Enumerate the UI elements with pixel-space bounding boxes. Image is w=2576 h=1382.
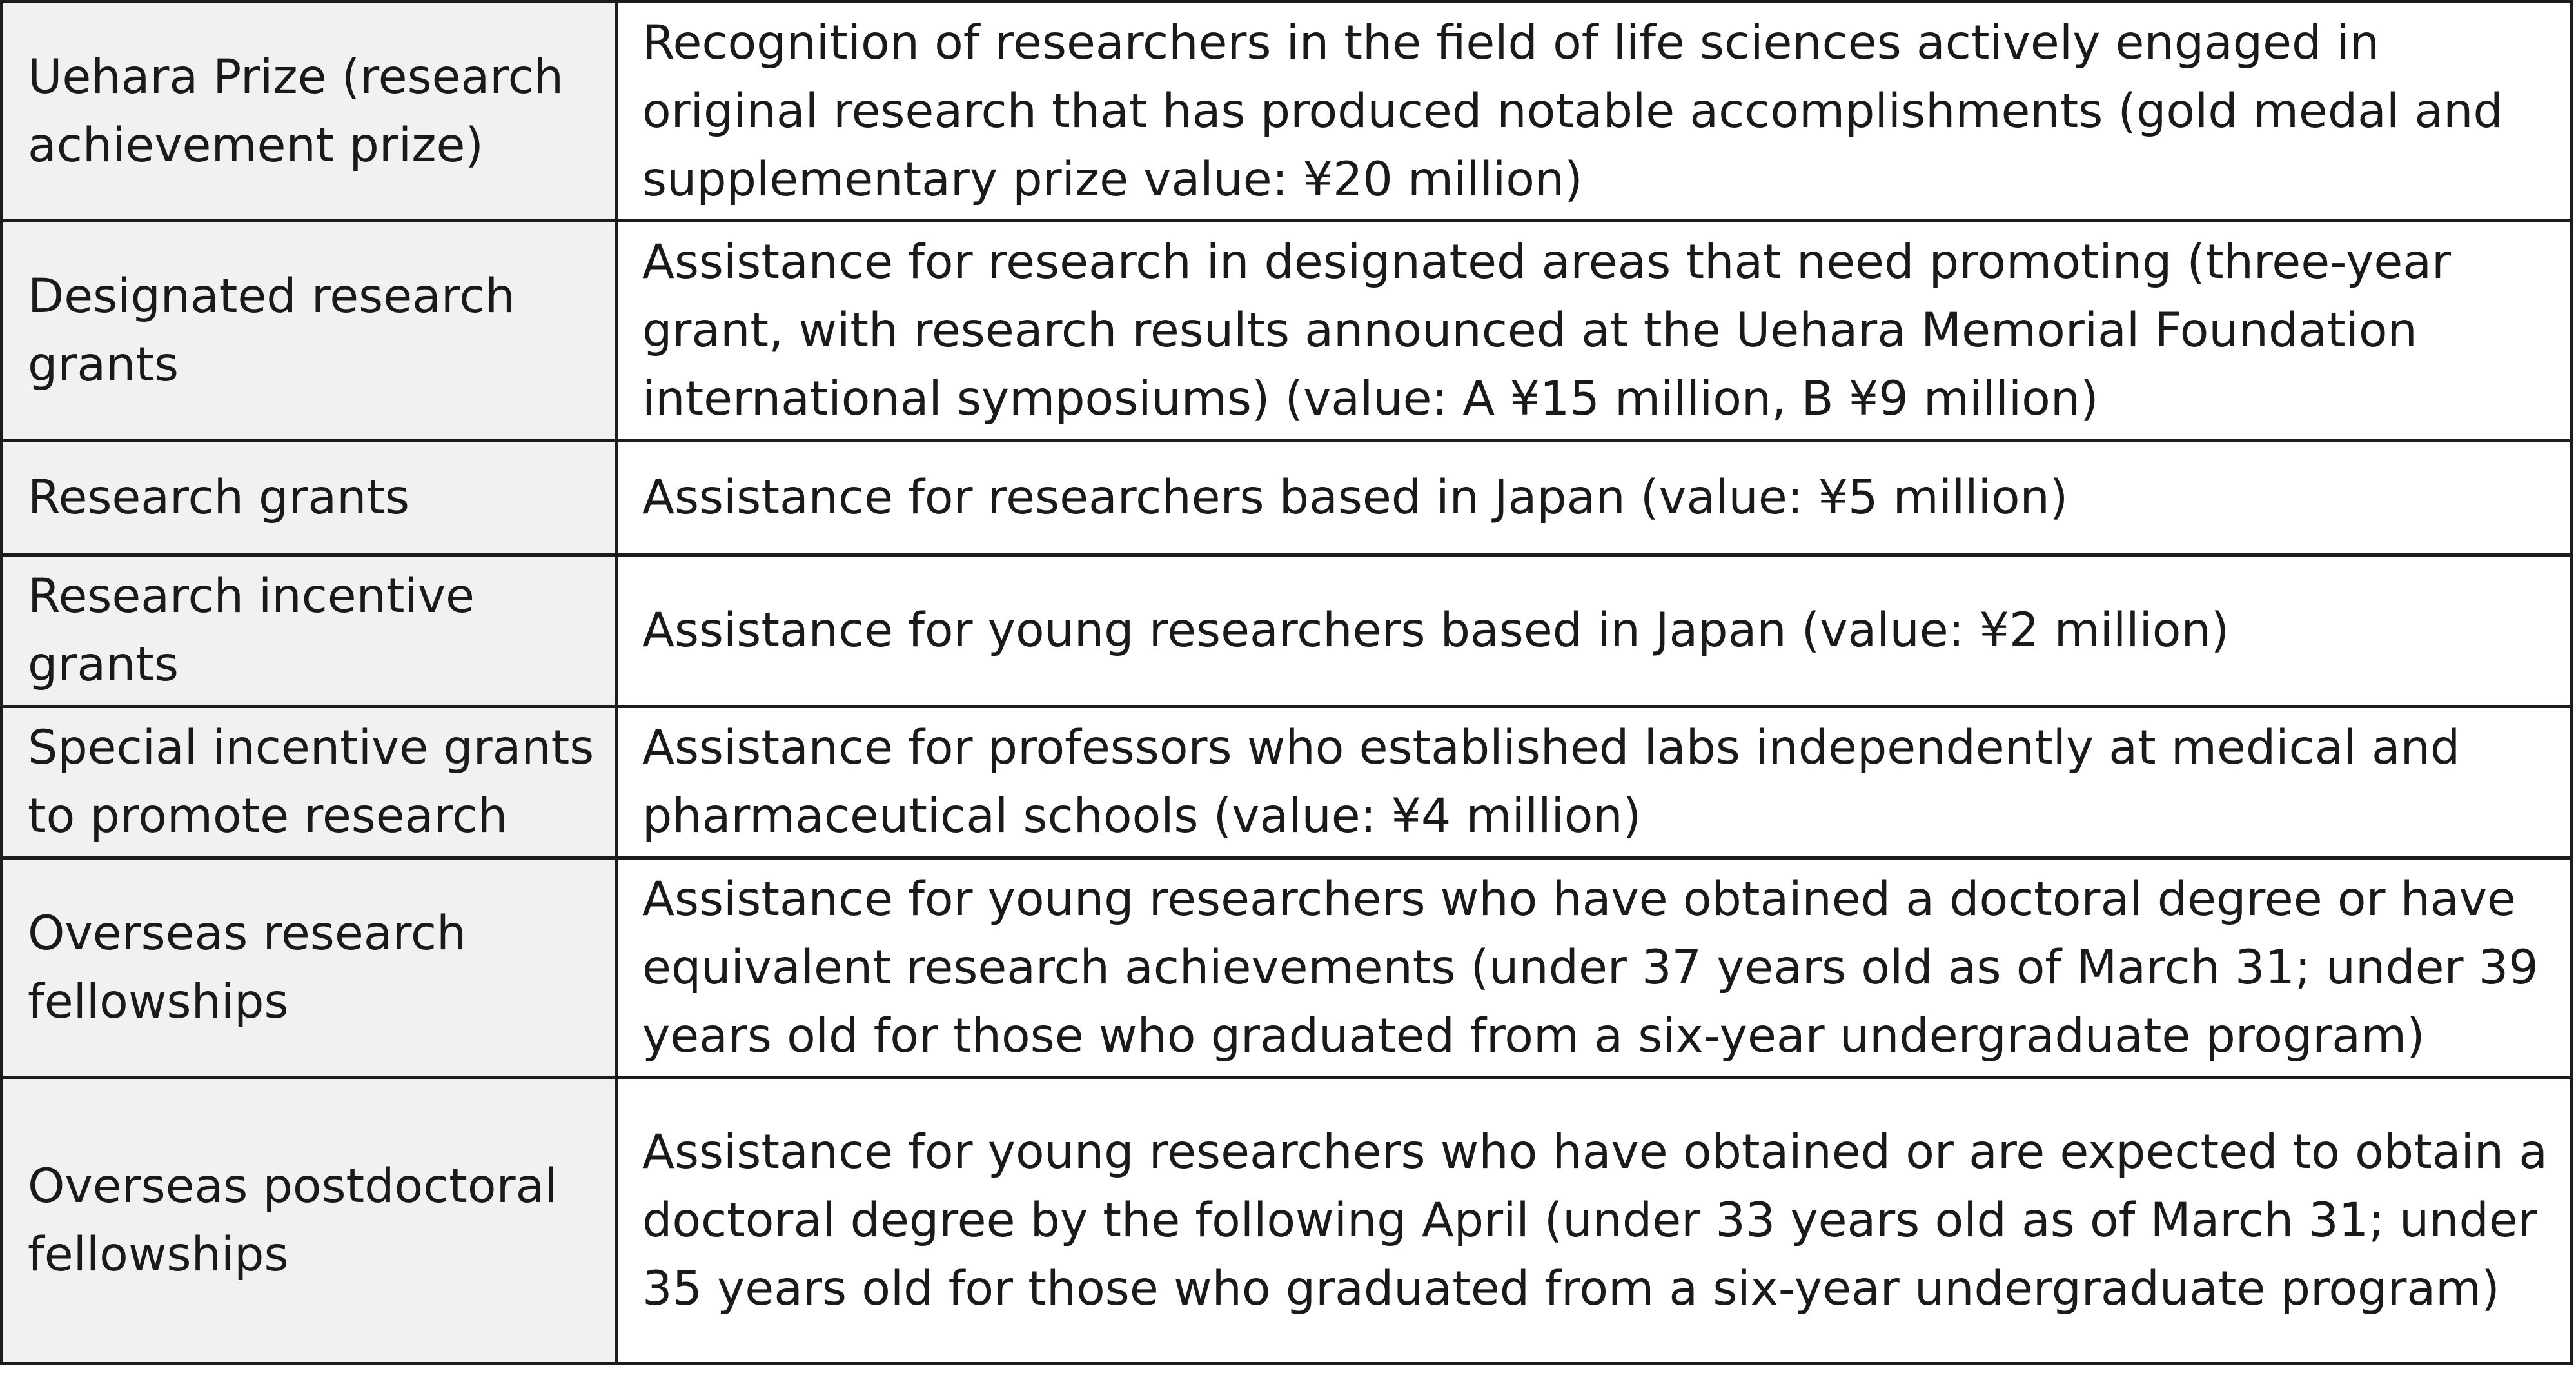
program-name-cell: Special incentive grants to promote research bbox=[2, 707, 616, 858]
program-name-cell: Uehara Prize (research achievement prize) bbox=[2, 2, 616, 221]
table-row bbox=[2, 221, 2571, 440]
program-description-cell: Assistance for young researchers based in Japan (value: ¥2 million) bbox=[616, 555, 2571, 707]
program-name-cell: Research incentive grants bbox=[2, 555, 616, 707]
program-description-cell: Assistance for researchers based in Japan (value: ¥5 million) bbox=[616, 440, 2571, 555]
table-body bbox=[2, 2, 2571, 1364]
program-description-cell: Recognition of researchers in the field of life sciences actively engaged in original research that has produced notable accomplishments (gold medal and supplementary prize value: ¥20 million) bbox=[616, 2, 2571, 221]
table-row bbox=[2, 555, 2571, 707]
program-name-cell: Overseas research fellowships bbox=[2, 858, 616, 1078]
table-row bbox=[2, 440, 2571, 555]
table-row bbox=[2, 858, 2571, 1078]
program-name-cell: Designated research grants bbox=[2, 221, 616, 440]
program-description-cell: Assistance for professors who established labs independently at medical and pharmaceutical schools (value: ¥4 million) bbox=[616, 707, 2571, 858]
program-description-cell: Assistance for research in designated areas that need promoting (three-year grant, with research results announced at the Uehara Memorial Foundation international symposiums) (value: A ¥15 million, B ¥9 million) bbox=[616, 221, 2571, 440]
table-row bbox=[2, 707, 2571, 858]
program-name-cell: Research grants bbox=[2, 440, 616, 555]
table-row bbox=[2, 1078, 2571, 1364]
table-row bbox=[2, 2, 2571, 221]
program-name-cell: Overseas postdoctoral fellowships bbox=[2, 1078, 616, 1364]
program-description-cell: Assistance for young researchers who have obtained a doctoral degree or have equivalent research achievements (under 37 years old as of March 31; under 39 years old for those who graduated from a six-year undergraduate program) bbox=[616, 858, 2571, 1078]
program-description-cell: Assistance for young researchers who have obtained or are expected to obtain a doctoral degree by the following April (under 33 years old as of March 31; under 35 years old for those who graduated from a six-year undergraduate program) bbox=[616, 1078, 2571, 1364]
